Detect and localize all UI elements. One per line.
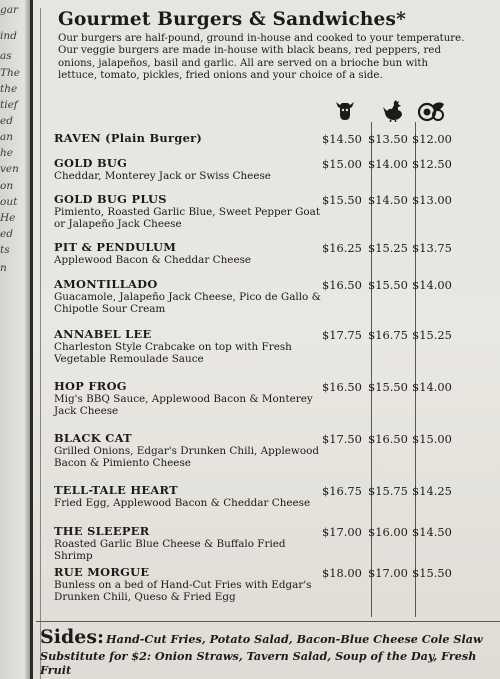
sides-list: Hand-Cut Fries, Potato Salad, Bacon-Blue Cheese Cole Slaw	[106, 632, 483, 646]
menu-item-price: $15.50	[322, 193, 362, 207]
left-page-fragment: gar	[0, 4, 19, 16]
cow-icon	[334, 98, 356, 122]
menu-item-name: THE SLEEPER	[54, 524, 150, 538]
left-page-fragment: He	[0, 212, 16, 224]
left-page-fragment: The	[0, 67, 20, 79]
left-page-fragment: ed	[0, 115, 13, 127]
menu-item-price: $15.25	[368, 241, 408, 255]
menu-item-price: $16.75	[368, 328, 408, 342]
sides-title: Sides:	[40, 626, 105, 648]
menu-item-price: $14.25	[412, 484, 452, 498]
left-page-fragment: as	[0, 50, 12, 62]
menu-item-price: $15.50	[412, 566, 452, 580]
menu-item-price: $15.50	[368, 278, 408, 292]
left-page-fragment: ven	[0, 163, 19, 175]
menu-item-name: PIT & PENDULUM	[54, 240, 177, 254]
menu-item-name: GOLD BUG PLUS	[54, 192, 167, 206]
menu-item-price: $18.00	[322, 566, 362, 580]
left-page-fragment: tief	[0, 99, 18, 111]
menu-item-price: $14.00	[412, 278, 452, 292]
menu-item-price: $17.00	[368, 566, 408, 580]
chicken-icon	[382, 98, 404, 122]
menu-item-price: $17.00	[322, 525, 362, 539]
menu-item-price: $13.00	[412, 193, 452, 207]
menu-item-price: $13.50	[368, 132, 408, 146]
menu-item-price: $17.75	[322, 328, 362, 342]
menu-item-price: $16.50	[368, 432, 408, 446]
left-page-fragment: an	[0, 131, 14, 143]
left-page-fragment: on	[0, 180, 14, 192]
left-page-fragment: ts	[0, 244, 10, 256]
menu-item-description: Pimiento, Roasted Garlic Blue, Sweet Pepper Goat or Jalapeño Jack Cheese	[54, 206, 321, 231]
menu-item-price: $16.50	[322, 278, 362, 292]
menu-item-price: $14.50	[412, 525, 452, 539]
left-page-fragment: out	[0, 196, 18, 208]
menu-item-price: $14.00	[368, 157, 408, 171]
page-border-line	[40, 8, 41, 679]
menu-item-price: $16.75	[322, 484, 362, 498]
menu-item-description: Guacamole, Jalapeño Jack Cheese, Pico de Gallo & Chipotle Sour Cream	[54, 291, 321, 316]
menu-item-description: Bunless on a bed of Hand-Cut Fries with Edgar's Drunken Chili, Queso & Fried Egg	[54, 579, 312, 604]
menu-item-name: AMONTILLADO	[54, 277, 158, 291]
section-intro: Our burgers are half-pound, ground in-house and cooked to your temperature. Our veggie burgers are made in-house with black beans, red peppers, red onions, jalapeños, basil and garlic. All are served on a brioche bun with lettuce, tomato, pickles, fried onions and your choice of a side.	[58, 33, 465, 82]
menu-item-price: $15.00	[322, 157, 362, 171]
menu-item-name: GOLD BUG	[54, 156, 128, 170]
menu-item-name: RUE MORGUE	[54, 565, 150, 579]
veggie-icon	[418, 98, 446, 122]
left-page-fragment: he	[0, 147, 13, 159]
left-page-fragment: ed	[0, 228, 13, 240]
menu-item-name: HOP FROG	[54, 379, 127, 393]
menu-item-description: Mig's BBQ Sauce, Applewood Bacon & Monterey Jack Cheese	[54, 393, 313, 418]
menu-item-price: $16.25	[322, 241, 362, 255]
left-page-edge	[0, 0, 30, 679]
sides-divider	[36, 621, 500, 622]
menu-item-description: Charleston Style Crabcake on top with Fresh Vegetable Remoulade Sauce	[54, 341, 292, 366]
menu-item-price: $14.00	[412, 380, 452, 394]
menu-item-price: $16.50	[322, 380, 362, 394]
menu-item-description: Fried Egg, Applewood Bacon & Cheddar Cheese	[54, 497, 311, 509]
menu-item-price: $14.50	[368, 193, 408, 207]
menu-item-price: $12.00	[412, 132, 452, 146]
menu-item-price: $14.50	[322, 132, 362, 146]
menu-item-price: $15.75	[368, 484, 408, 498]
left-page-fragment: the	[0, 83, 18, 95]
menu-item-description: Roasted Garlic Blue Cheese & Buffalo Fried Shrimp	[54, 538, 286, 563]
left-page-fragment: n	[0, 262, 7, 274]
sides-substitute: Substitute for $2: Onion Straws, Tavern Salad, Soup of the Day, Fresh Fruit	[40, 649, 477, 677]
menu-item-price: $12.50	[412, 157, 452, 171]
menu-item-price: $16.00	[368, 525, 408, 539]
menu-item-name: TELL-TALE HEART	[54, 483, 178, 497]
menu-item-name: BLACK CAT	[54, 431, 132, 445]
menu-item-price: $15.25	[412, 328, 452, 342]
menu-item-name: RAVEN (Plain Burger)	[54, 131, 203, 145]
section-title: Gourmet Burgers & Sandwiches*	[58, 9, 407, 30]
menu-item-price: $13.75	[412, 241, 452, 255]
menu-item-price: $15.00	[412, 432, 452, 446]
menu-item-description: Grilled Onions, Edgar's Drunken Chili, Applewood Bacon & Pimiento Cheese	[54, 445, 319, 470]
menu-item-description: Cheddar, Monterey Jack or Swiss Cheese	[54, 170, 271, 182]
menu-item-description: Applewood Bacon & Cheddar Cheese	[54, 254, 252, 266]
left-page-fragment: ind	[0, 30, 17, 42]
menu-item-name: ANNABEL LEE	[54, 327, 152, 341]
menu-item-price: $17.50	[322, 432, 362, 446]
menu-item-price: $15.50	[368, 380, 408, 394]
